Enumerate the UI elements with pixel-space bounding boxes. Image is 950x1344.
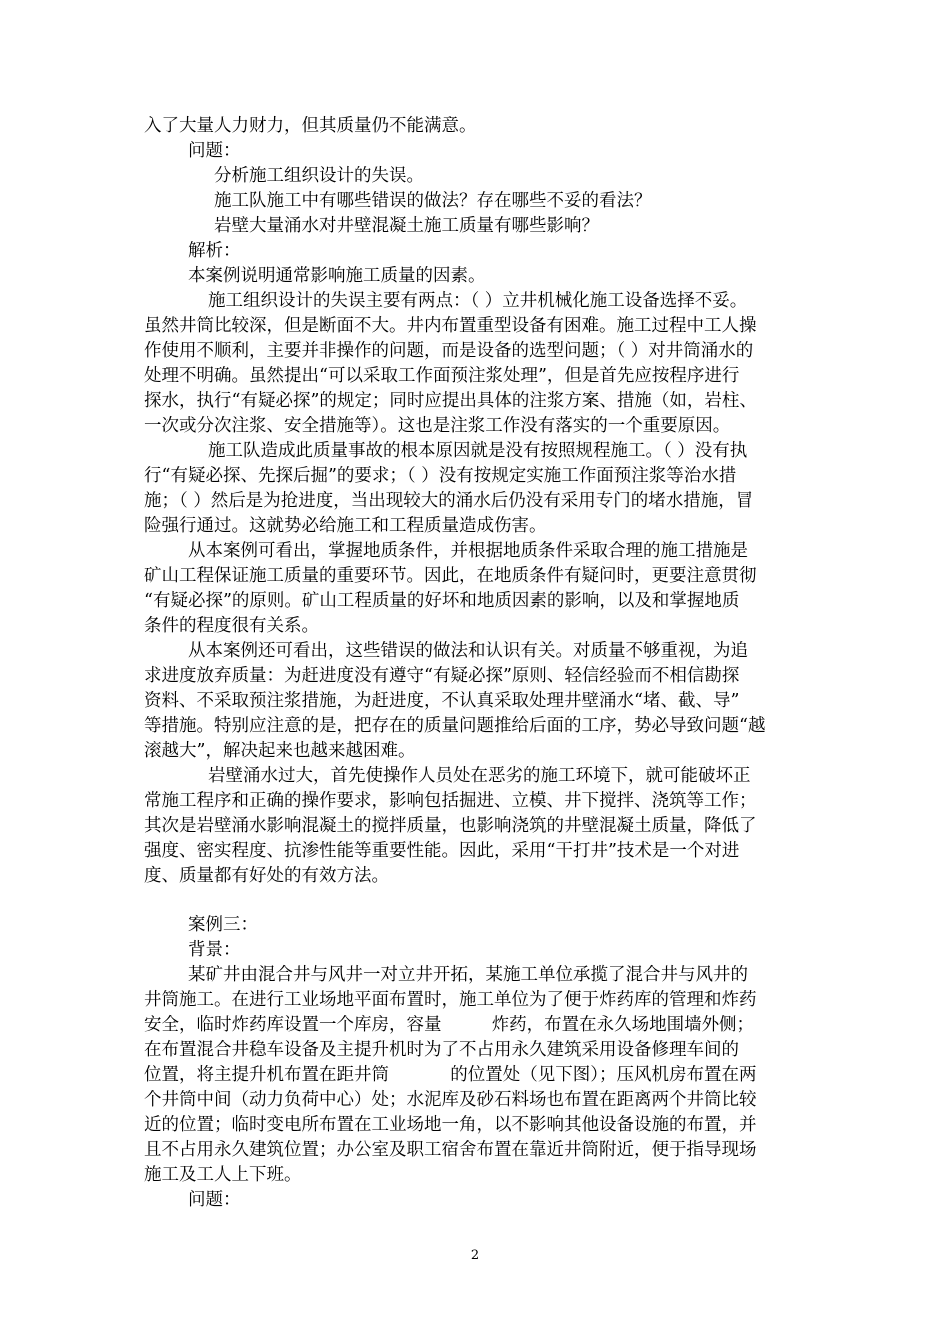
paragraph-start: 施工队造成此质量事故的根本原因就是没有按照规程施工。（ ）没有执 — [208, 441, 748, 461]
question-item: 岩壁大量涌水对井壁混凝土施工质量有哪些影响？ — [214, 216, 599, 236]
text-line: 虽然井筒比较深，但是断面不大。井内布置重型设备有困难。施工过程中工人操 — [144, 316, 757, 336]
case-heading: 案例三： — [188, 915, 258, 935]
text-line: 条件的程度很有关系。 — [144, 616, 319, 636]
text-line: 处理不明确。虽然提出“可以采取工作面预注浆处理”，但是首先应按程序进行 — [144, 366, 740, 386]
question-heading: 问题： — [188, 1190, 241, 1210]
text-line: 一次或分次注浆、安全措施等）。这也是注浆工作没有落实的一个重要原因。 — [144, 416, 731, 436]
text-line: 资料、不采取预注浆措施，为赶进度，不认真采取处理井壁涌水“堵、截、导” — [144, 691, 740, 711]
text-line: 施工及工人上下班。 — [144, 1165, 302, 1185]
text-line: 安全，临时炸药库设置一个库房，容量 炸药，布置在永久场地围墙外侧； — [144, 1015, 755, 1035]
paragraph-start: 从本案例还可看出，这些错误的做法和认识有关。对质量不够重视，为追 — [188, 641, 748, 661]
text-line: 行“有疑必探、先探后掘”的要求；（ ）没有按规定实施工作面预注浆等治水措 — [144, 466, 737, 486]
text-line: 近的位置；临时变电所布置在工业场地一角，以不影响其他设备设施的布置，并 — [144, 1115, 757, 1135]
text-line: 探水，执行“有疑必探”的规定；同时应提出具体的注浆方案、措施（如，岩柱、 — [144, 391, 757, 411]
text-line: 矿山工程保证施工质量的重要环节。因此，在地质条件有疑问时，更要注意贯彻 — [144, 566, 757, 586]
text-line: 滚越大”，解决起来也越来越困难。 — [144, 741, 416, 761]
page-number: 2 — [470, 1248, 480, 1263]
paragraph-start: 岩壁涌水过大，首先使操作人员处在恶劣的施工环境下，就可能破坏正 — [208, 766, 751, 786]
text-line: 位置，将主提升机布置在距井筒 的位置处（见下图）；压风机房布置在两 — [144, 1065, 757, 1085]
text-line: 本案例说明通常影响施工质量的因素。 — [188, 266, 486, 286]
text-line: 强度、密实程度、抗渗性能等重要性能。因此，采用“干打井”技术是一个对进 — [144, 841, 740, 861]
question-heading: 问题： — [188, 141, 241, 161]
question-item: 分析施工组织设计的失误。 — [214, 166, 424, 186]
text-line: 求进度放弃质量：为赶进度没有遵守“有疑必探”原则、轻信经验而不相信勘探 — [144, 666, 740, 686]
text-line: 施；（ ）然后是为抢进度，当出现较大的涌水后仍没有采用专门的堵水措施，冒 — [144, 491, 754, 511]
paragraph-start: 某矿井由混合井与风井一对立井开拓，某施工单位承揽了混合井与风井的 — [188, 965, 748, 985]
text-line: 作使用不顺利，主要并非操作的问题，而是设备的选型问题；（ ）对井筒涌水的 — [144, 341, 754, 361]
paragraph-start: 从本案例可看出，掌握地质条件，并根据地质条件采取合理的施工措施是 — [188, 541, 748, 561]
text-line: 等措施。特别应注意的是，把存在的质量问题推给后面的工序，势必导致问题“越 — [144, 716, 766, 736]
analysis-heading: 解析： — [188, 241, 241, 261]
text-line: 其次是岩壁涌水影响混凝土的搅拌质量，也影响浇筑的井壁混凝土质量，降低了 — [144, 816, 757, 836]
document-body — [144, 114, 809, 1213]
text-line: 度、质量都有好处的有效方法。 — [144, 866, 389, 886]
text-line: 个井筒中间（动力负荷中心）处；水泥库及砂石料场也布置在距离两个井筒比较 — [144, 1090, 757, 1110]
blank-line — [144, 889, 809, 913]
question-item: 施工队施工中有哪些错误的做法？存在哪些不妥的看法？ — [214, 191, 652, 211]
text-line: 在布置混合井稳车设备及主提升机时为了不占用永久建筑采用设备修理车间的 — [144, 1040, 739, 1060]
text-line: 且不占用永久建筑位置；办公室及职工宿舍布置在靠近井筒附近，便于指导现场 — [144, 1140, 757, 1160]
paragraph-start: 施工组织设计的失误主要有两点：（ ）立井机械化施工设备选择不妥。 — [208, 291, 748, 311]
text-line: 入了大量人力财力，但其质量仍不能满意。 — [144, 116, 477, 136]
background-heading: 背景： — [188, 940, 241, 960]
text-line: “有疑必探”的原则。矿山工程质量的好坏和地质因素的影响，以及和掌握地质 — [144, 591, 740, 611]
text-line: 常施工程序和正确的操作要求，影响包括掘进、立模、井下搅拌、浇筑等工作； — [144, 791, 757, 811]
text-line: 井筒施工。在进行工业场地平面布置时，施工单位为了便于炸药库的管理和炸药 — [144, 990, 757, 1010]
text-line: 险强行通过。这就势必给施工和工程质量造成伤害。 — [144, 516, 547, 536]
